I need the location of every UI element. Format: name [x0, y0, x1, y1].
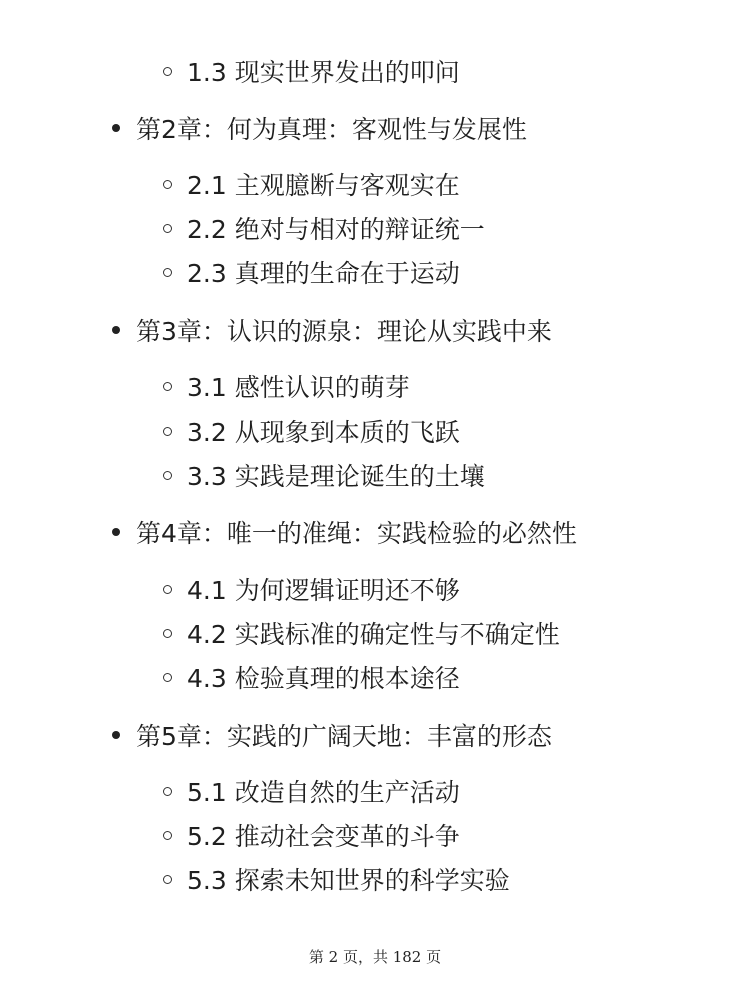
toc-section-item[interactable]: [163, 51, 460, 91]
toc-chapter-label: 第5章：实践的广阔天地：丰富的形态: [136, 722, 552, 751]
hollow-bullet-icon: [163, 382, 172, 391]
hollow-bullet-icon: [163, 585, 172, 594]
toc-section-label: 2.3 真理的生命在于运动: [187, 259, 460, 288]
toc-section-item[interactable]: [163, 252, 460, 292]
toc-section-label: 3.1 感性认识的萌芽: [187, 373, 410, 402]
filled-bullet-icon: [112, 124, 120, 132]
toc-section-label: 5.2 推动社会变革的斗争: [187, 822, 460, 851]
toc-chapter-item[interactable]: [112, 512, 577, 552]
toc-section-item[interactable]: [163, 366, 410, 406]
toc-section-item[interactable]: [163, 455, 485, 495]
toc-section-item[interactable]: [163, 859, 510, 899]
toc-section-item[interactable]: [163, 164, 460, 204]
toc-section-label: 5.3 探索未知世界的科学实验: [187, 866, 510, 895]
filled-bullet-icon: [112, 528, 120, 536]
hollow-bullet-icon: [163, 427, 172, 436]
toc-chapter-item[interactable]: [112, 715, 552, 755]
toc-section-label: 2.2 绝对与相对的辩证统一: [187, 215, 485, 244]
toc-chapter-label: 第3章：认识的源泉：理论从实践中来: [136, 317, 552, 346]
toc-section-item[interactable]: [163, 613, 560, 653]
filled-bullet-icon: [112, 326, 120, 334]
hollow-bullet-icon: [163, 629, 172, 638]
filled-bullet-icon: [112, 731, 120, 739]
toc-section-item[interactable]: [163, 208, 485, 248]
toc-section-label: 4.3 检验真理的根本途径: [187, 664, 460, 693]
hollow-bullet-icon: [163, 875, 172, 884]
toc-section-label: 2.1 主观臆断与客观实在: [187, 171, 460, 200]
toc-section-label: 5.1 改造自然的生产活动: [187, 778, 460, 807]
toc-section-label: 4.2 实践标准的确定性与不确定性: [187, 620, 560, 649]
hollow-bullet-icon: [163, 180, 172, 189]
hollow-bullet-icon: [163, 831, 172, 840]
hollow-bullet-icon: [163, 471, 172, 480]
toc-section-item[interactable]: [163, 411, 460, 451]
hollow-bullet-icon: [163, 268, 172, 277]
toc-section-item[interactable]: [163, 569, 460, 609]
hollow-bullet-icon: [163, 673, 172, 682]
page-number-label: 第 2 页，共 182 页: [308, 948, 442, 966]
toc-chapter-item[interactable]: [112, 310, 552, 350]
toc-chapter-label: 第4章：唯一的准绳：实践检验的必然性: [136, 519, 577, 548]
toc-section-item[interactable]: [163, 771, 460, 811]
toc-section-label: 1.3 现实世界发出的叩问: [187, 58, 460, 87]
toc-section-item[interactable]: [163, 815, 460, 855]
hollow-bullet-icon: [163, 787, 172, 796]
toc-section-label: 3.3 实践是理论诞生的土壤: [187, 462, 485, 491]
toc-chapter-item[interactable]: [112, 108, 527, 148]
toc-section-label: 4.1 为何逻辑证明还不够: [187, 576, 460, 605]
toc-section-item[interactable]: [163, 657, 460, 697]
toc-chapter-label: 第2章：何为真理：客观性与发展性: [136, 115, 527, 144]
hollow-bullet-icon: [163, 67, 172, 76]
toc-section-label: 3.2 从现象到本质的飞跃: [187, 418, 460, 447]
page-footer: [0, 946, 750, 967]
hollow-bullet-icon: [163, 224, 172, 233]
